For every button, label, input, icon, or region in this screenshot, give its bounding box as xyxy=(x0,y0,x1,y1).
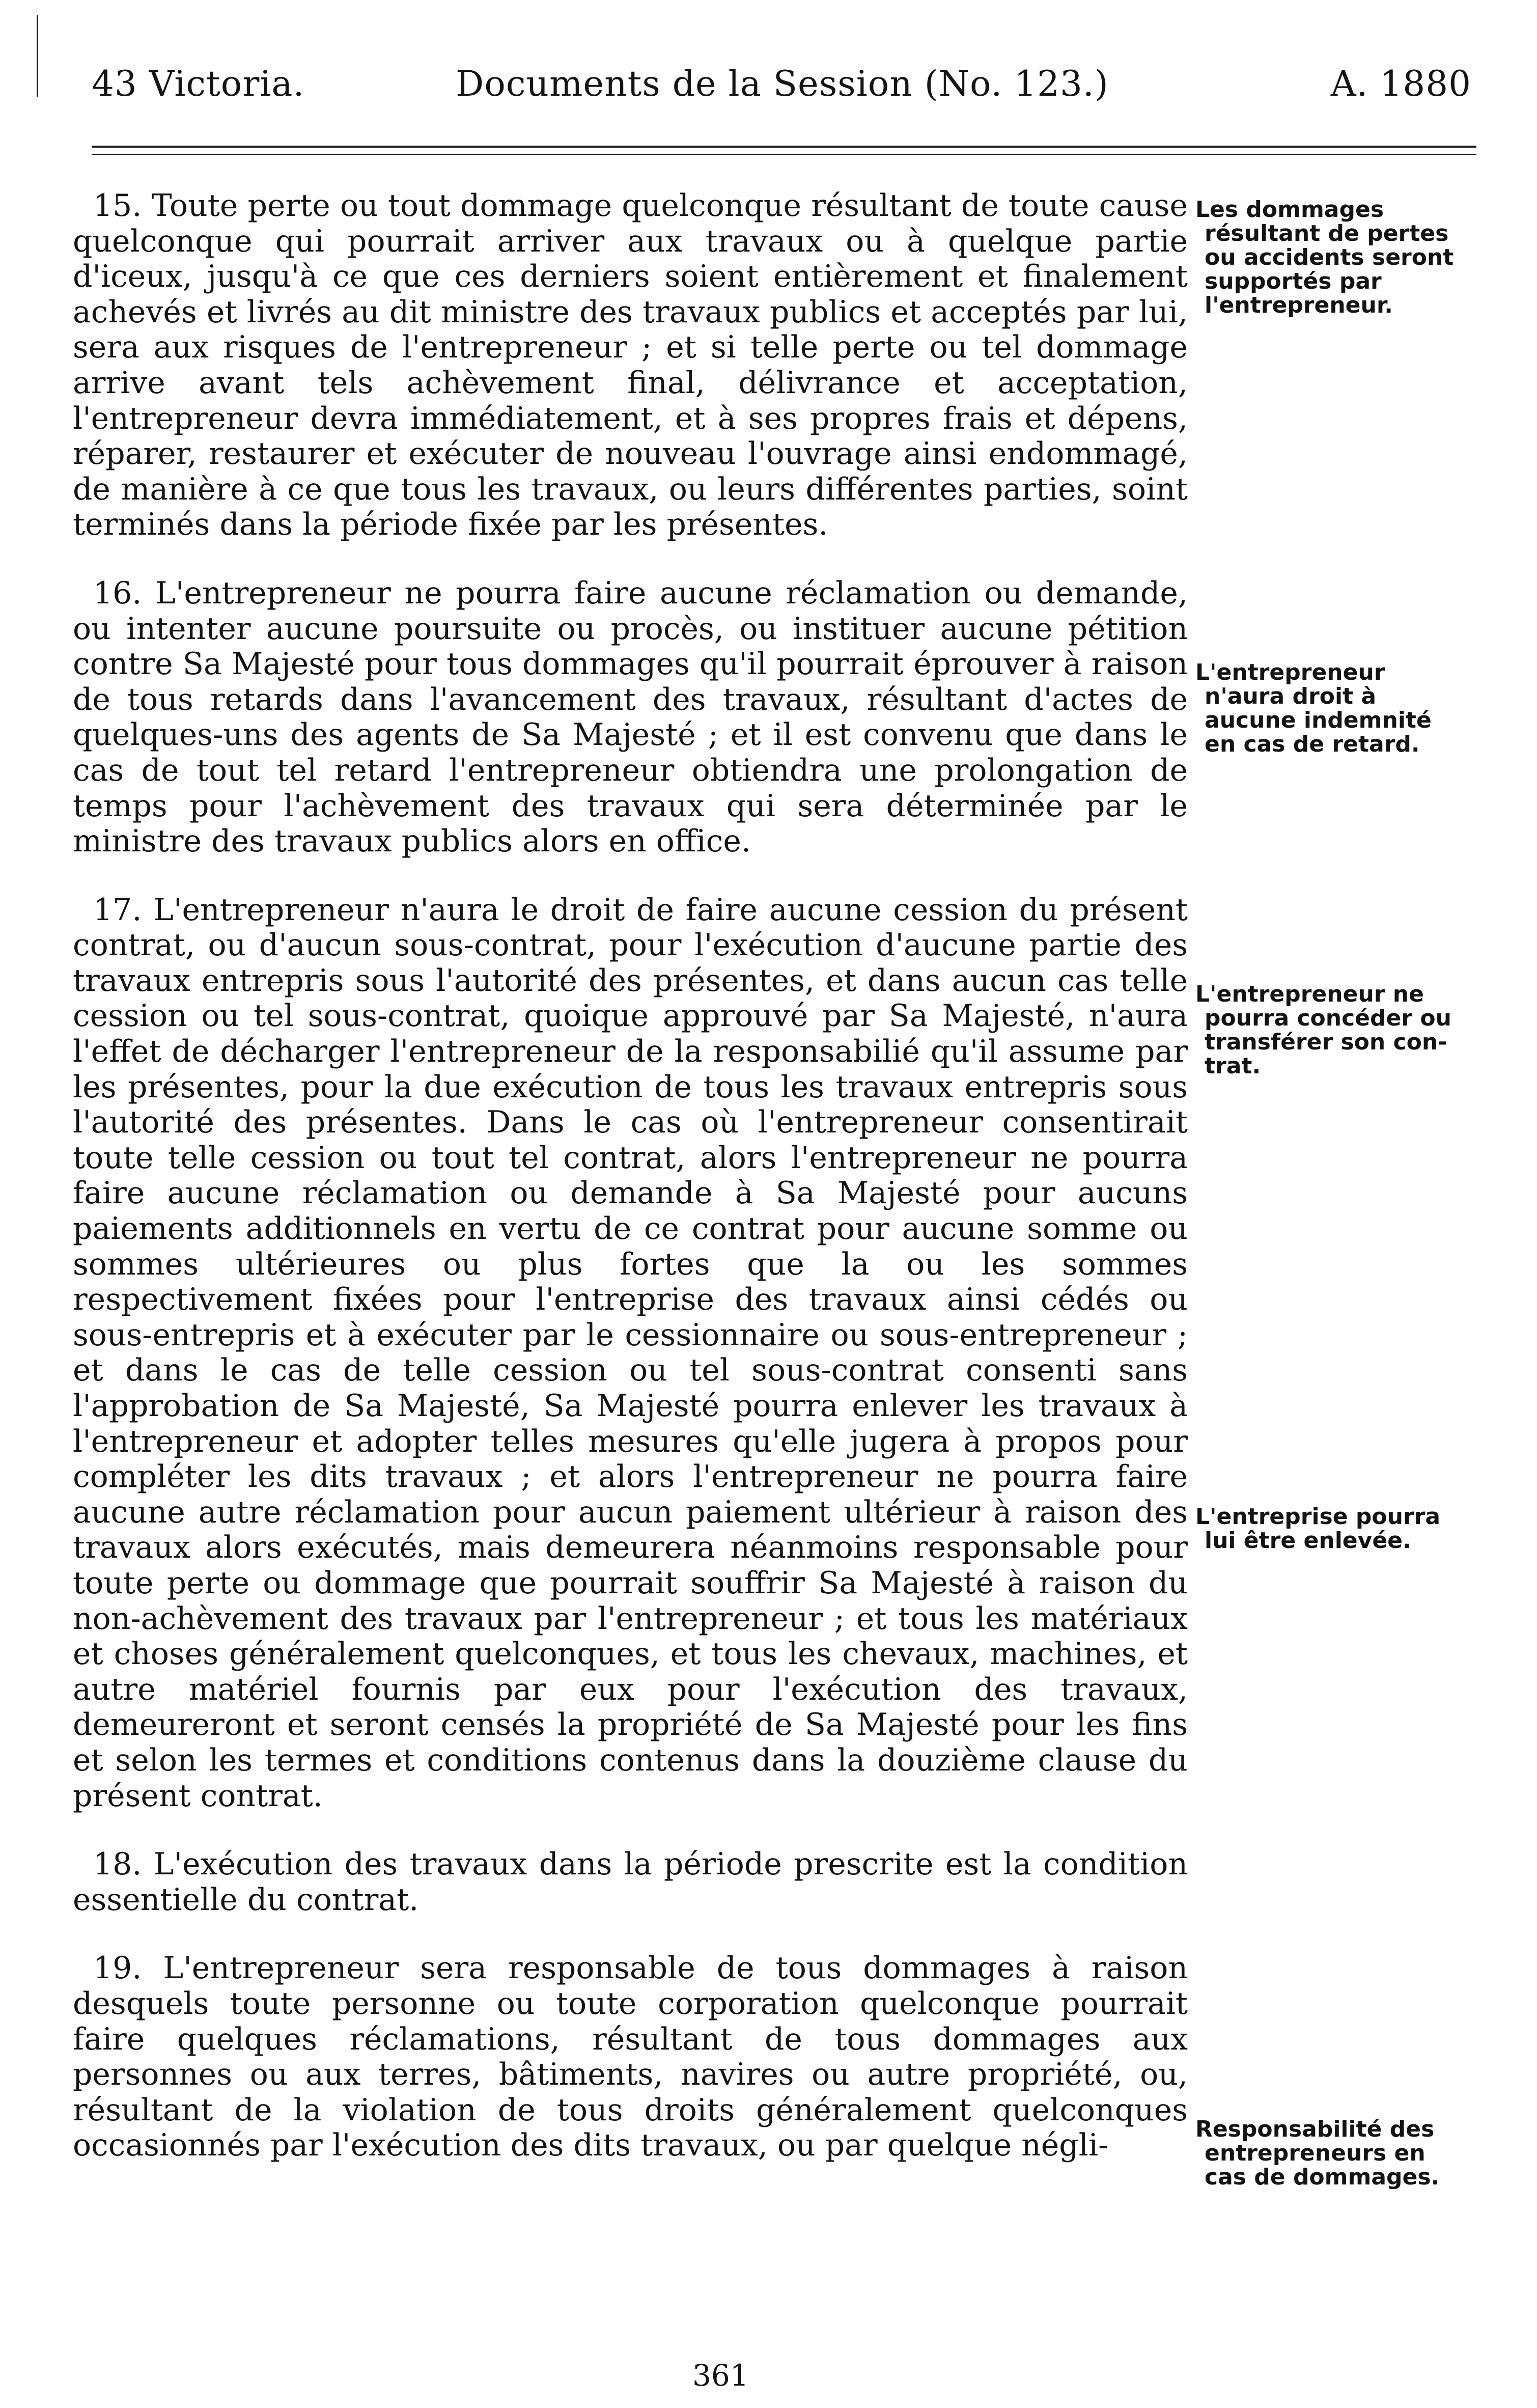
header-right-year: A. 1880 xyxy=(1330,64,1471,104)
clause-18-paragraph: 18. L'exécution des travaux dans la période prescrite est la condition essentielle du contrat. xyxy=(73,1846,1188,1918)
margin-note-no-transfer: L'entrepreneur ne pourra concéder ou transférer son con- trat. xyxy=(1195,981,1451,1079)
binding-edge-rule xyxy=(37,15,38,97)
clause-16-paragraph: 16. L'entrepreneur ne pourra faire aucune réclamation ou demande, ou intenter aucune poursuite ou procès, ou instituer aucune pétition contre Sa Majesté pour tous dommages qu'il pourrait éprouver à raison de tous retards dans l'avancement des travaux, résultant d'actes de quelques-uns des agents de Sa Majesté ; et il est convenu que dans le cas de tout tel retard l'entrepreneur obtiendra une prolongation de temps pour l'achèvement des travaux qui sera déterminée par le ministre des travaux publics alors en office. xyxy=(73,575,1188,860)
header-left-victoria: 43 Victoria. xyxy=(92,64,305,104)
page-number: 361 xyxy=(692,2358,749,2393)
margin-note-no-indemnity: L'entrepreneur n'aura droit à aucune indemnité en cas de retard. xyxy=(1195,659,1432,757)
body-text-column xyxy=(73,188,1188,2197)
margin-note-losses: Les dommages résultant de pertes ou accidents seront supportés par l'entrepreneur. xyxy=(1195,197,1454,318)
header-rule-thick xyxy=(92,146,1476,148)
header-rule-thin xyxy=(92,154,1476,155)
clause-15-paragraph: 15. Toute perte ou tout dommage quelconque résultant de toute cause quelconque qui pourrait arriver aux travaux ou à quelque partie d'iceux, jusqu'à ce que ces derniers soient entièrement et finalement achevés et livrés au dit ministre des travaux publics et acceptés par lui, sera aux risques de l'entrepreneur ; et si telle perte ou tel dommage arrive avant tels achèvement final, délivrance et acceptation, l'entrepreneur devra immédiatement, et à ses propres frais et dépens, réparer, restaurer et exécuter de nouveau l'ouvrage ainsi endommagé, de manière à ce que tous les travaux, ou leurs différentes parties, soint terminés dans la période fixée par les présentes. xyxy=(73,188,1188,543)
clause-19-paragraph: 19. L'entrepreneur sera responsable de tous dommages à raison desquels toute personne ou toute corporation quelconque pourrait faire quelques réclamations, résultant de tous dommages aux personnes ou aux terres, bâtiments, navires ou autre propriété, ou, résultant de la violation de tous droits généralement quelconques occasionnés par l'exécution des dits travaux, ou par quelque négli- xyxy=(73,1950,1188,2164)
running-header xyxy=(71,61,1476,112)
clause-17-paragraph: 17. L'entrepreneur n'aura le droit de faire aucune cession du présent contrat, ou d'aucun sous-contrat, pour l'exécution d'aucune partie des travaux entrepris sous l'autorité des présentes, et dans aucun cas telle cession ou tel sous-contrat, quoique approuvé par Sa Majesté, n'aura l'effet de décharger l'entrepreneur de la responsabilié qu'il assume par les présentes, pour la due exécution de tous les travaux entrepris sous l'autorité des présentes. Dans le cas où l'entrepreneur consentirait toute telle cession ou tout tel contrat, alors l'entrepreneur ne pourra faire aucune réclamation ou demande à Sa Majesté pour aucuns paiements additionnels en vertu de ce contrat pour aucune somme ou sommes ultérieures ou plus fortes que la ou les sommes respectivement fixées pour l'entreprise des travaux ainsi cédés ou sous-entrepris et à exécuter par le cessionnaire ou sous-entrepreneur ; et dans le cas de telle cession ou tel sous-contrat consenti sans l'approbation de Sa Majesté, Sa Majesté pourra enlever les travaux à l'entrepreneur et adopter telles mesures qu'elle jugera à propos pour compléter les dits travaux ; et alors l'entrepreneur ne pourra faire aucune autre réclamation pour aucun paiement ultérieur à raison des travaux alors exécutés, mais demeurera néanmoins responsable pour toute perte ou dommage que pourrait souffrir Sa Majesté à raison du non-achèvement des travaux par l'entrepreneur ; et tous les matériaux et choses généralement quelconques, et tous les chevaux, machines, et autre matériel fournis par eux pour l'exécution des travaux, demeureront et seront censés la propriété de Sa Majesté pour les fins et selon les termes et conditions contenus dans la douzième clause du présent contrat. xyxy=(73,892,1188,1814)
margin-note-liability: Responsabilité des entrepreneurs en cas de dommages. xyxy=(1195,2116,1440,2190)
header-center-title: Documents de la Session (No. 123.) xyxy=(456,64,1109,104)
margin-note-contract-withdrawn: L'entreprise pourra lui être enlevée. xyxy=(1195,1504,1441,1554)
